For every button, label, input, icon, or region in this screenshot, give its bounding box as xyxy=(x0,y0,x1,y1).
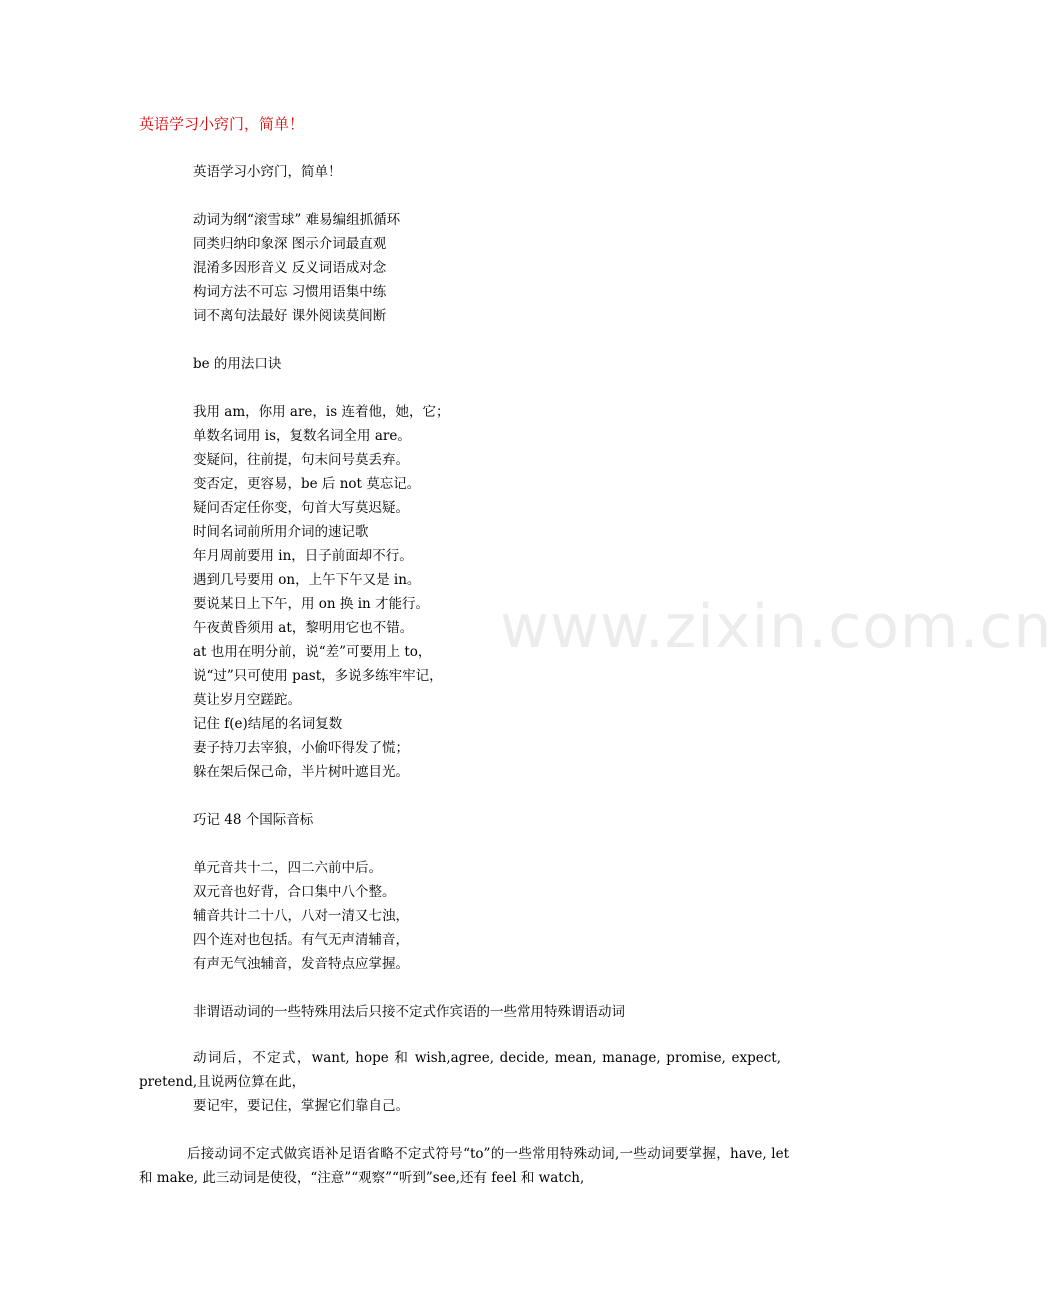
phonetics-line: 四个连对也包括。有气无声清辅音， xyxy=(193,932,409,948)
blank-line xyxy=(193,328,793,352)
intro-line: 同类归纳印象深 图示介词最直观 xyxy=(193,236,387,252)
phonetics-line: 单元音共十二，四二六前中后。 xyxy=(193,860,382,876)
intro-heading: 英语学习小窍门，简单！ xyxy=(193,164,342,180)
bare-infinitive-block xyxy=(139,1142,789,1190)
be-line: 躲在架后保己命，半片树叶遮目光。 xyxy=(193,764,409,780)
intro-line: 构词方法不可忘 习惯用语集中练 xyxy=(193,284,387,300)
nonfinite-paragraph-block xyxy=(139,1046,781,1118)
be-line: 午夜黄昏须用 at，黎明用它也不错。 xyxy=(193,620,414,636)
intro-line: 词不离句法最好 课外阅读莫间断 xyxy=(193,308,387,324)
be-line: 单数名词用 is，复数名词全用 are。 xyxy=(193,428,411,444)
be-line: 变否定，更容易，be 后 not 莫忘记。 xyxy=(193,476,421,492)
be-line: 要说某日上下午，用 on 换 in 才能行。 xyxy=(193,596,429,612)
blank-line xyxy=(193,784,793,808)
intro-line: 动词为纲“滚雪球” 难易编组抓循环 xyxy=(193,212,401,228)
bare-infinitive-paragraph: 后接动词不定式做宾语补足语省略不定式符号“to”的一些常用特殊动词,一些动词要掌握，have, let 和 make, 此三动词是使役，“注意”“观察”“听到”see,还有 feel 和 watch, xyxy=(139,1146,789,1186)
document-title: 英语学习小窍门，简单！ xyxy=(139,115,305,133)
watermark: www.zixin.com.cn xyxy=(500,592,1052,662)
phonetics-line: 辅音共计二十八，八对一清又七浊， xyxy=(193,908,409,924)
be-line: 遇到几号要用 on，上午下午又是 in。 xyxy=(193,572,421,588)
be-heading: be 的用法口诀 xyxy=(193,356,282,372)
phonetics-heading: 巧记 48 个国际音标 xyxy=(193,812,314,828)
be-line: 我用 am，你用 are，is 连着他，她，它； xyxy=(193,404,450,420)
be-line: 莫让岁月空蹉跎。 xyxy=(193,692,301,708)
be-line: 年月周前要用 in，日子前面却不行。 xyxy=(193,548,413,564)
blank-line xyxy=(193,976,793,1000)
intro-line: 混淆多因形音义 反义词语成对念 xyxy=(193,260,387,276)
nonfinite-paragraph: 动词后，不定式，want, hope 和 wish,agree, decide, mean, manage, promise, expect, pretend,且说两位算在此， xyxy=(139,1050,781,1090)
nonfinite-heading: 非谓语动词的一些特殊用法后只接不定式作宾语的一些常用特殊谓语动词 xyxy=(193,1004,625,1020)
blank-line xyxy=(193,832,793,856)
be-line: 疑问否定任你变，句首大写莫迟疑。 xyxy=(193,500,409,516)
be-line: 时间名词前所用介词的速记歌 xyxy=(193,524,369,540)
phonetics-line: 有声无气浊辅音，发音特点应掌握。 xyxy=(193,956,409,972)
be-line: 记住 f(e)结尾的名词复数 xyxy=(193,716,343,732)
nonfinite-after-line: 要记牢，要记住，掌握它们靠自己。 xyxy=(193,1098,409,1114)
blank-line xyxy=(193,184,793,208)
phonetics-line: 双元音也好背，合口集中八个整。 xyxy=(193,884,396,900)
blank-line xyxy=(193,376,793,400)
be-line: 说“过”只可使用 past，多说多练牢牢记， xyxy=(193,668,443,684)
be-line: 妻子持刀去宰狼，小偷吓得发了慌； xyxy=(193,740,409,756)
be-line: 变疑问，往前提，句末问号莫丢弃。 xyxy=(193,452,409,468)
be-line: at 也用在明分前，说“差”可要用上 to， xyxy=(193,644,432,660)
